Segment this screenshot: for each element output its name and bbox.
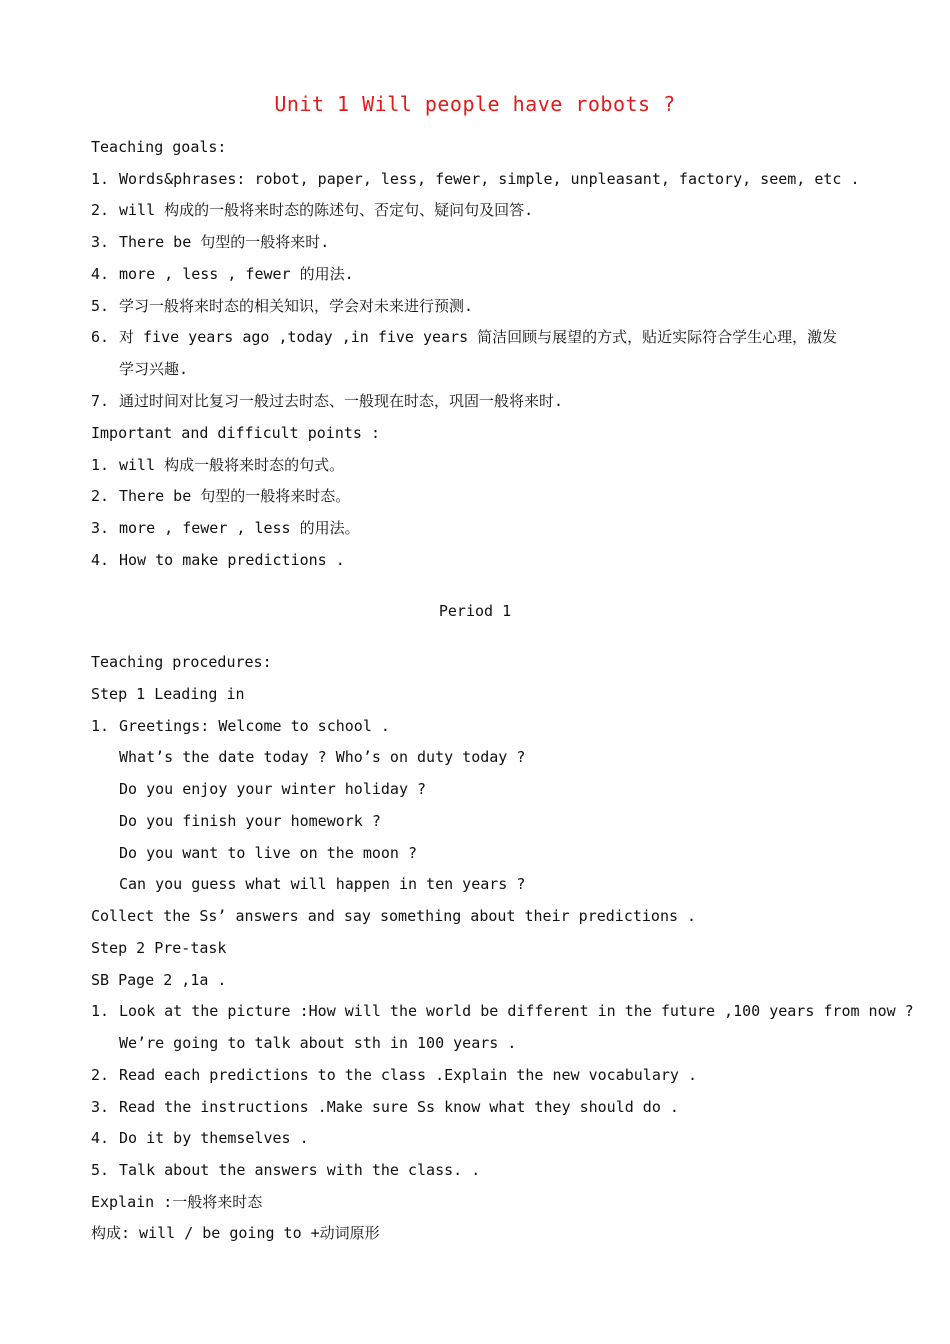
goal-number: 3. (91, 233, 110, 251)
task-item (91, 1065, 697, 1085)
greetings-item (91, 716, 390, 736)
goal-text: will 构成的一般将来时态的陈述句、否定句、疑问句及回答. (119, 201, 534, 219)
goal-number: 6. (91, 328, 110, 346)
procedures-heading: Teaching procedures: (91, 653, 272, 671)
step2-heading: Step 2 Pre-task (91, 939, 227, 957)
task-number: 5. (91, 1161, 110, 1179)
greetings-number: 1. (91, 717, 110, 735)
sb-page-line: SB Page 2 ,1a . (91, 971, 227, 989)
task-number: 3. (91, 1098, 110, 1116)
question-line: Do you want to live on the moon ? (119, 844, 418, 862)
goal-item (91, 232, 329, 252)
task-number: 4. (91, 1129, 110, 1147)
important-points-heading: Important and difficult points : (91, 424, 380, 442)
collect-line: Collect the Ss’ answers and say something about their predictions . (91, 907, 697, 925)
goal-item (91, 296, 473, 316)
point-number: 1. (91, 456, 110, 474)
task-text: Look at the picture :How will the world be different in the future ,100 years from now ? (119, 1002, 914, 1020)
task-text: We’re going to talk about sth in 100 years . (119, 1034, 517, 1052)
task-text: Do it by themselves . (119, 1129, 309, 1147)
point-item (91, 486, 350, 506)
goal-item (91, 327, 837, 347)
step1-heading: Step 1 Leading in (91, 685, 245, 703)
point-text: How to make predictions . (119, 551, 345, 569)
task-text: Talk about the answers with the class. . (119, 1161, 481, 1179)
task-item (91, 1160, 480, 1180)
goal-number: 2. (91, 201, 110, 219)
goal-number: 7. (91, 392, 110, 410)
goal-text: There be 句型的一般将来时. (119, 233, 330, 251)
goal-text: 学习一般将来时态的相关知识，学会对未来进行预测. (119, 297, 474, 315)
goal-item (91, 200, 533, 220)
question-line: Do you enjoy your winter holiday ? (119, 780, 427, 798)
question-line: Can you guess what will happen in ten years ? (119, 875, 526, 893)
question-line: What’s the date today ? Who’s on duty today ? (119, 748, 526, 766)
task-number: 2. (91, 1066, 110, 1084)
point-number: 4. (91, 551, 110, 569)
goal-number: 5. (91, 297, 110, 315)
goal-text: 对 five years ago ,today ,in five years 简洁回顾与展望的方式，贴近实际符合学生心理，激发 (119, 328, 838, 346)
goal-text: more , less , fewer 的用法. (119, 265, 354, 283)
point-text: will 构成一般将来时态的句式。 (119, 456, 345, 474)
teaching-goals-heading: Teaching goals: (91, 138, 227, 156)
goal-text: Words&phrases: robot, paper, less, fewer, simple, unpleasant, factory, seem, etc . (119, 170, 860, 188)
explain-line: Explain :一般将来时态 (91, 1193, 263, 1211)
task-text: Read each predictions to the class .Explain the new vocabulary . (119, 1066, 697, 1084)
point-item (91, 518, 360, 538)
question-line: Do you finish your homework ? (119, 812, 381, 830)
page-title: Unit 1 Will people have robots ? (274, 92, 676, 116)
goal-number: 1. (91, 170, 110, 188)
task-item (91, 1128, 309, 1148)
task-item (91, 1097, 679, 1117)
point-item (91, 550, 345, 570)
goal-item (91, 169, 860, 189)
point-text: There be 句型的一般将来时态。 (119, 487, 351, 505)
period-heading: Period 1 (438, 602, 512, 620)
greetings-text: Greetings: Welcome to school . (119, 717, 390, 735)
point-text: more , fewer , less 的用法。 (119, 519, 360, 537)
point-item (91, 455, 344, 475)
point-number: 2. (91, 487, 110, 505)
task-text: Read the instructions .Make sure Ss know what they should do . (119, 1098, 679, 1116)
goal-item-continued (91, 359, 188, 379)
task-item-continued (91, 1033, 516, 1053)
goal-text: 通过时间对比复习一般过去时态、一般现在时态，巩固一般将来时. (119, 392, 564, 410)
goal-text: 学习兴趣. (119, 360, 189, 378)
goal-item (91, 391, 563, 411)
structure-line: 构成: will / be going to +动词原形 (91, 1224, 380, 1242)
goal-item (91, 264, 354, 284)
task-number: 1. (91, 1002, 110, 1020)
goal-number: 4. (91, 265, 110, 283)
task-item (91, 1001, 914, 1021)
point-number: 3. (91, 519, 110, 537)
